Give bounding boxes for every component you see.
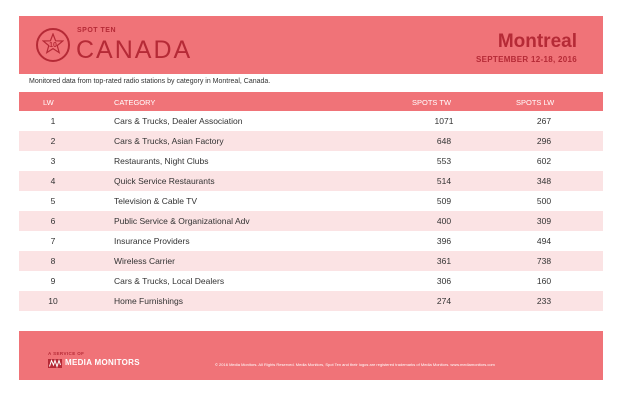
table-row: 5 Television & Cable TV 509 500 bbox=[19, 191, 603, 211]
row-spots-tw: 1071 bbox=[434, 116, 454, 126]
table-row: 10 Home Furnishings 274 233 bbox=[19, 291, 603, 311]
row-category: Restaurants, Night Clubs bbox=[114, 156, 209, 166]
row-category: Public Service & Organizational Adv bbox=[114, 216, 250, 226]
date-range: SEPTEMBER 12-18, 2016 bbox=[475, 55, 577, 64]
row-spots-lw: 602 bbox=[536, 156, 552, 166]
row-spots-lw: 309 bbox=[536, 216, 552, 226]
row-category: Insurance Providers bbox=[114, 236, 190, 246]
row-spots-tw: 509 bbox=[436, 196, 452, 206]
row-spots-tw: 396 bbox=[436, 236, 452, 246]
row-spots-lw: 267 bbox=[536, 116, 552, 126]
spot-ten-logo bbox=[36, 28, 70, 62]
table-row: 6 Public Service & Organizational Adv 400 309 bbox=[19, 211, 603, 231]
row-category: Quick Service Restaurants bbox=[114, 176, 215, 186]
ranking-table bbox=[19, 95, 603, 331]
header-spots-tw: SPOTS TW bbox=[412, 98, 452, 107]
row-spots-lw: 494 bbox=[536, 236, 552, 246]
table-row: 4 Quick Service Restaurants 514 348 bbox=[19, 171, 603, 191]
service-label: A SERVICE OF bbox=[48, 351, 85, 356]
row-spots-tw: 274 bbox=[436, 296, 452, 306]
company-name: MEDIA MONITORS bbox=[65, 358, 140, 367]
table-row: 2 Cars & Trucks, Asian Factory 648 296 bbox=[19, 131, 603, 151]
city-title: Montreal bbox=[497, 31, 577, 52]
copyright-text: © 2016 Media Monitors. All Rights Reserved. Media Monitors, Spot Ten and their logos are registered trademarks of Media Monitors. www.mediamonitors.com bbox=[215, 362, 495, 367]
table-row: 9 Cars & Trucks, Local Dealers 306 160 bbox=[19, 271, 603, 291]
row-category: Cars & Trucks, Asian Factory bbox=[114, 136, 224, 146]
row-spots-lw: 296 bbox=[536, 136, 552, 146]
row-spots-tw: 361 bbox=[436, 256, 452, 266]
row-spots-tw: 648 bbox=[436, 136, 452, 146]
table-row: 1 Cars & Trucks, Dealer Association 1071 267 bbox=[19, 111, 603, 131]
row-spots-lw: 160 bbox=[536, 276, 552, 286]
table-row: 7 Insurance Providers 396 494 bbox=[19, 231, 603, 251]
report-header bbox=[19, 16, 603, 74]
logo-number: 10 bbox=[49, 42, 57, 49]
report-card bbox=[19, 16, 603, 380]
table-header-row bbox=[19, 95, 603, 111]
row-category: Cars & Trucks, Local Dealers bbox=[114, 276, 225, 286]
spot-ten-label: SPOT TEN bbox=[77, 27, 117, 34]
country-title: CANADA bbox=[76, 36, 193, 64]
row-category: Wireless Carrier bbox=[114, 256, 175, 266]
row-spots-lw: 738 bbox=[536, 256, 552, 266]
subtitle-text: Monitored data from top-rated radio stations by category in Montreal, Canada. bbox=[29, 78, 271, 85]
row-spots-tw: 514 bbox=[436, 176, 452, 186]
header-spots-lw: SPOTS LW bbox=[516, 98, 555, 107]
row-spots-lw: 233 bbox=[536, 296, 552, 306]
report-footer bbox=[19, 346, 603, 380]
row-spots-tw: 400 bbox=[436, 216, 452, 226]
row-spots-lw: 500 bbox=[536, 196, 552, 206]
row-spots-lw: 348 bbox=[536, 176, 552, 186]
header-category: CATEGORY bbox=[114, 98, 156, 107]
star-icon bbox=[42, 33, 64, 55]
table-spacer bbox=[19, 311, 603, 331]
row-category: Cars & Trucks, Dealer Association bbox=[114, 116, 243, 126]
table-row: 8 Wireless Carrier 361 738 bbox=[19, 251, 603, 271]
row-spots-tw: 553 bbox=[436, 156, 452, 166]
row-category: Home Furnishings bbox=[114, 296, 183, 306]
header-lw: LW bbox=[43, 98, 54, 107]
subtitle-bar bbox=[19, 74, 603, 92]
row-spots-tw: 306 bbox=[436, 276, 452, 286]
row-category: Television & Cable TV bbox=[114, 196, 197, 206]
media-monitors-logo-icon bbox=[48, 359, 62, 368]
table-row: 3 Restaurants, Night Clubs 553 602 bbox=[19, 151, 603, 171]
